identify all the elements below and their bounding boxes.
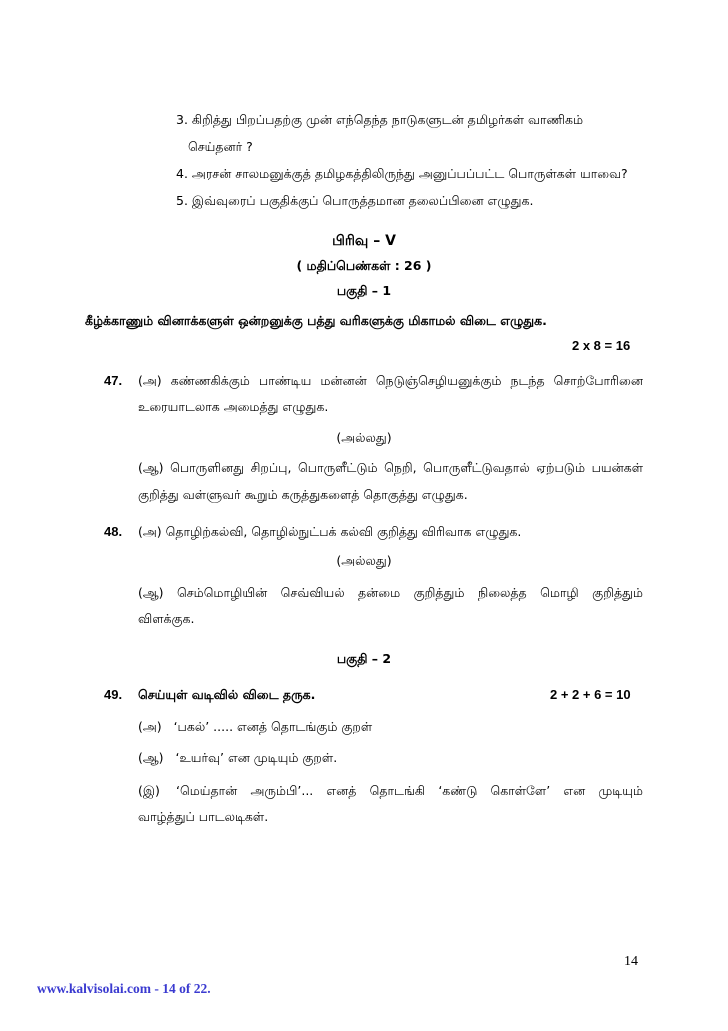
- question-47-a-line1: (அ) கண்ணகிக்கும் பாண்டிய மன்னன் நெடுஞ்செழியனுக்கும் நடந்த சொற்போரினை: [138, 373, 643, 388]
- question-48-a-line1: (அ) தொழிற்கல்வி, தொழில்நுட்பக் கல்வி குறித்து விரிவாக எழுதுக.: [138, 524, 522, 539]
- question-49-item-b-label: (ஆ): [138, 750, 164, 765]
- question-49-item-a-text: ‘பகல்’ ..... எனத் தொடங்கும் குறள்: [173, 719, 373, 734]
- question-49-item-a-label: (அ): [138, 719, 162, 734]
- question-4: [176, 166, 628, 183]
- question-49-item-b-text: ‘உயர்வு’ என முடியும் குறள்.: [175, 750, 338, 765]
- question-3: [176, 112, 583, 129]
- question-48-b-line1: (ஆ) செம்மொழியின் செவ்வியல் தன்மை குறித்தும் நிலைத்த மொழி குறித்தும்: [138, 585, 643, 600]
- question-49-item-c-label: (இ): [138, 783, 160, 798]
- question-49-item-c-text: ‘மெய்தான் அரும்பி’... எனத் தொடங்கி ‘கண்டு கொள்ளே’ என முடியும்: [176, 783, 643, 798]
- question-48-b-line2: விளக்குக.: [138, 611, 195, 626]
- question-5-line1: இவ்வுரைப் பகுதிக்குப் பொருத்தமான தலைப்பினை எழுதுக.: [191, 193, 534, 208]
- section-marks: ( மதிப்பெண்கள் : 26 ): [296, 258, 432, 273]
- part1-marks-formula: 2 x 8 = 16: [572, 338, 631, 353]
- section-instruction: கீழ்க்காணும் வினாக்களுள் ஒன்றனுக்கு பத்து வரிகளுக்கு மிகாமல் விடை எழுதுக.: [85, 313, 547, 328]
- part2-title: பகுதி – 2: [336, 651, 392, 666]
- question-49-item-c-line2: வாழ்த்துப் பாடலடிகள்.: [138, 809, 269, 824]
- page-number: 14: [624, 954, 638, 969]
- question-3-line2: செய்தனர் ?: [188, 139, 253, 154]
- question-49-item-b: [138, 750, 337, 767]
- question-3-number: 3.: [176, 112, 188, 127]
- question-4-line1: அரசன் சாலமனுக்குத் தமிழகத்திலிருந்து அனுப்பப்பட்ட பொருள்கள் யாவை?: [191, 166, 628, 181]
- question-47-b-line1: (ஆ) பொருளினது சிறப்பு, பொருளீட்டும் நெறி, பொருளீட்டுவதால் ஏற்படும் பயன்கள்: [138, 460, 643, 475]
- question-3-line1: கிறித்து பிறப்பதற்கு முன் எந்தெந்த நாடுகளுடன் தமிழர்கள் வாணிகம்: [191, 112, 584, 127]
- question-49-text: செய்யுள் வடிவில் விடை தருக.: [138, 687, 316, 702]
- question-49-number: 49.: [104, 687, 123, 702]
- part1-title: பகுதி – 1: [336, 283, 392, 298]
- section-title: பிரிவு – V: [332, 233, 396, 249]
- part2-marks-formula: 2 + 2 + 6 = 10: [550, 687, 631, 702]
- question-47-number: 47.: [104, 373, 123, 388]
- question-48-number: 48.: [104, 524, 123, 539]
- question-5-number: 5.: [176, 193, 188, 208]
- question-48-or: (அல்லது): [336, 553, 392, 568]
- question-49-item-a: [138, 719, 372, 736]
- question-5: [176, 193, 533, 210]
- footer-link[interactable]: www.kalvisolai.com - 14 of 22.: [37, 981, 211, 996]
- question-47-a-line2: உரையாடலாக அமைத்து எழுதுக.: [138, 399, 329, 414]
- question-4-number: 4.: [176, 166, 188, 181]
- question-47-b-line2: குறித்து வள்ளுவர் கூறும் கருத்துகளைத் தொகுத்து எழுதுக.: [138, 487, 468, 502]
- question-47-or: (அல்லது): [336, 430, 392, 445]
